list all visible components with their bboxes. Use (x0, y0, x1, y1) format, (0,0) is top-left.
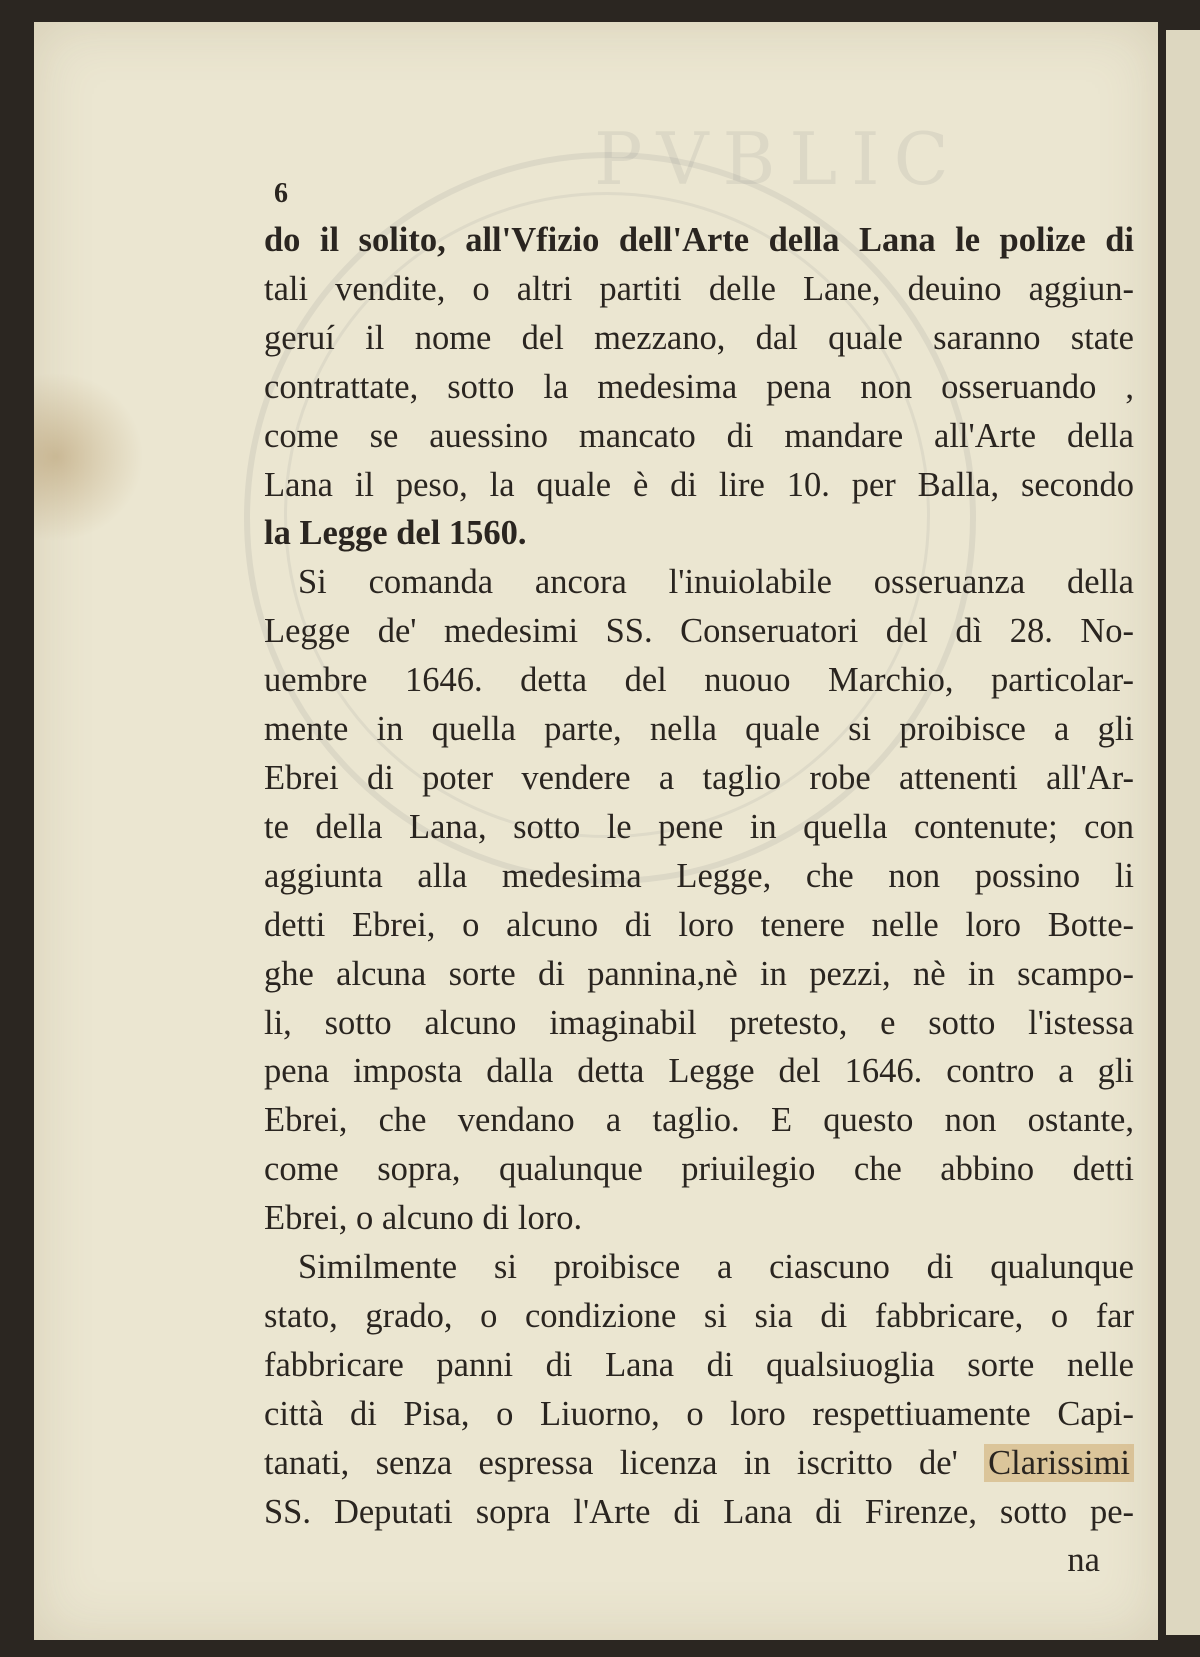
body-text (264, 172, 1134, 1584)
text-line: li, sotto alcuno imaginabil pretesto, e sotto l'istessa (264, 1003, 1134, 1042)
text-line: detti Ebrei, o alcuno di loro tenere nelle loro Botte- (264, 905, 1134, 944)
text-line: Si comanda ancora l'inuiolabile osseruanza della (298, 563, 1134, 602)
catchword: na (1067, 1541, 1100, 1580)
adjacent-page-edge (1166, 30, 1200, 1635)
text-line: Ebrei di poter vendere a taglio robe attenenti all'Ar- (264, 758, 1134, 797)
text-line: città di Pisa, o Liuorno, o loro respettiuamente Capi- (264, 1394, 1134, 1433)
text-line: mente in quella parte, nella quale si proibisce a gli (264, 710, 1134, 749)
text-line: do il solito, all'Vfizio dell'Arte della Lana le polize di (264, 221, 1134, 259)
text-line: Lana il peso, la quale è di lire 10. per Balla, secondo (264, 465, 1134, 504)
age-stain (34, 372, 144, 542)
page-number: 6 (274, 178, 288, 209)
document-page (34, 22, 1158, 1640)
text-line: Similmente si proibisce a ciascuno di qualunque (298, 1248, 1134, 1287)
text-line: ghe alcuna sorte di pannina,nè in pezzi, nè in scampo- (264, 954, 1134, 993)
text-line: pena imposta dalla detta Legge del 1646. contro a gli (264, 1052, 1134, 1091)
text-line: geruí il nome del mezzano, dal quale saranno state (264, 318, 1134, 357)
text-line: tali vendite, o altri partiti delle Lane, deuino aggiun- (264, 269, 1134, 308)
text-line: te della Lana, sotto le pene in quella contenute; con (264, 807, 1134, 846)
text-line: aggiunta alla medesima Legge, che non possino li (264, 856, 1134, 895)
text-line-26 (264, 1439, 1134, 1488)
text-line: Ebrei, che vendano a taglio. E questo non ostante, (264, 1101, 1134, 1140)
text-line: contrattate, sotto la medesima pena non osseruando , (264, 367, 1134, 406)
highlighted-word: Clarissimi (984, 1444, 1134, 1482)
text-line: come se auessino mancato di mandare all'Arte della (264, 416, 1134, 455)
text-line-27: SS. Deputati sopra l'Arte di Lana di Firenze, sotto pe- (264, 1492, 1134, 1531)
text-line: fabbricare panni di Lana di qualsiuoglia sorte nelle (264, 1345, 1134, 1384)
watermark-seal-lettering: PVBLIC (594, 117, 963, 201)
text-line-26-start: tanati, senza espressa licenza in iscritto de' (264, 1443, 958, 1482)
text-line: stato, grado, o condizione si sia di fabbricare, o far (264, 1296, 1134, 1335)
text-line: come sopra, qualunque priuilegio che abbino detti (264, 1150, 1134, 1189)
text-line: uembre 1646. detta del nuouo Marchio, particolar- (264, 661, 1134, 700)
text-line: Legge de' medesimi SS. Conseruatori del dì 28. No- (264, 612, 1134, 651)
text-line: la Legge del 1560. (264, 514, 527, 553)
text-line: Ebrei, o alcuno di loro. (264, 1199, 583, 1238)
text-lines (264, 216, 1134, 1439)
